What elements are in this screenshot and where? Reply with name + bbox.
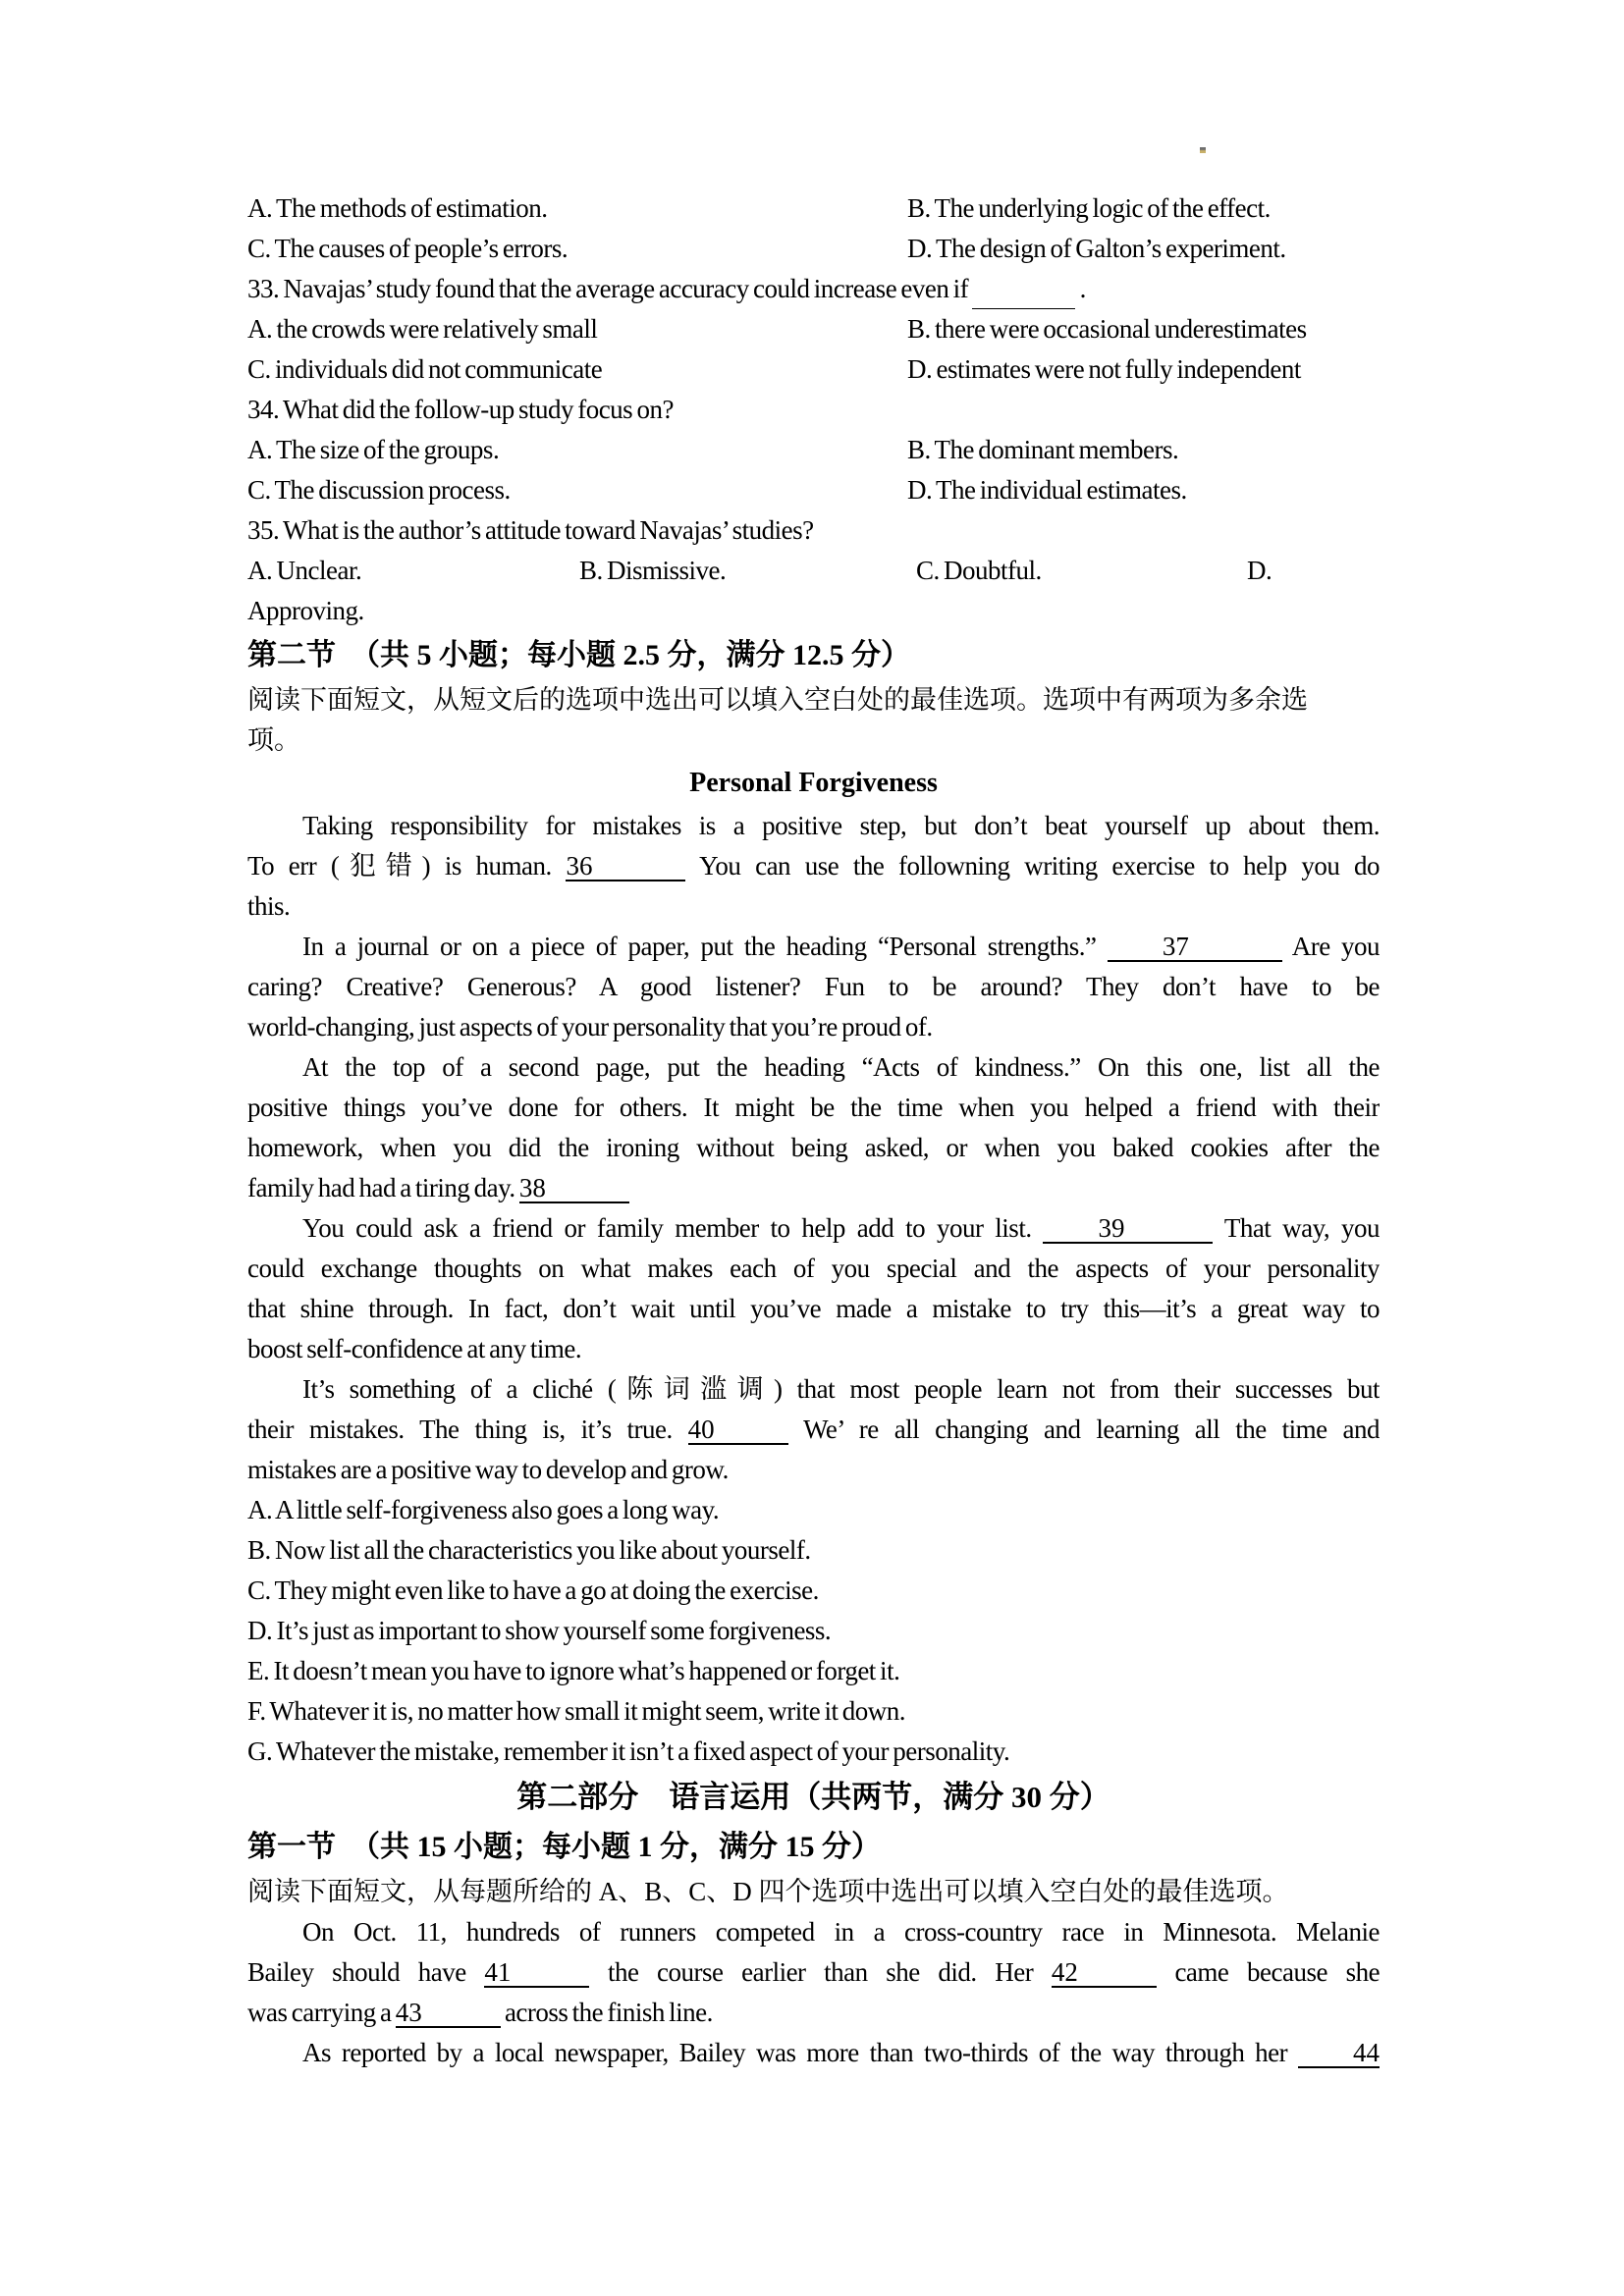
option-item: F. Whatever it is, no matter how small it might seem, write it down. <box>247 1696 905 1726</box>
option-item: C. Doubtful. <box>916 556 1042 585</box>
blank-line <box>396 2000 501 2028</box>
blank-line <box>566 853 685 881</box>
section-header: 第一节 （共 15 小题；每小题 1 分，满分 15 分） <box>247 1831 881 1863</box>
text-segment: You can use the followning writing exercise to help you do <box>699 851 1380 881</box>
paragraph-line: positive things you’ve done for others. It might be the time when you helped a friend with their <box>247 1093 1380 1122</box>
paragraph-line <box>247 927 1380 967</box>
content-area <box>247 188 1380 2073</box>
option-item: E. It doesn’t mean you have to ignore what’s happened or forget it. <box>247 1656 900 1685</box>
blank-number: 43 <box>395 1998 422 2027</box>
stray-mark <box>1200 147 1206 153</box>
blank-number: 38 <box>518 1173 546 1202</box>
passage-title: Personal Forgiveness <box>689 768 938 798</box>
text-segment: To err (犯错) is human. <box>247 851 552 881</box>
option-row <box>247 309 1380 349</box>
option-row <box>247 229 1380 269</box>
blank-line <box>1108 934 1282 962</box>
blank-line <box>484 1959 589 1988</box>
text-segment: We’ re all changing and learning all the time and <box>803 1415 1380 1444</box>
blank-number: 41 <box>484 1957 512 1987</box>
paragraph-line <box>247 1952 1380 1993</box>
paragraph-line: caring? Creative? Generous? A good listener? Fun to be around? They don’t have to be <box>247 972 1380 1001</box>
option-item: C. They might even like to have a go at doing the exercise. <box>247 1575 819 1605</box>
paragraph-line: Taking responsibility for mistakes is a positive step, but don’t beat yourself up about them. <box>302 811 1380 840</box>
option-item: A. Unclear. <box>247 556 362 585</box>
text-segment: That way, you <box>1223 1213 1380 1243</box>
option-item: D. <box>1247 556 1272 585</box>
instructions-line: 阅读下面短文，从短文后的选项中选出可以填入空白处的最佳选项。选项中有两项为多余选 <box>247 685 1308 715</box>
paragraph-line: world-changing, just aspects of your personality that you’re proud of. <box>247 1012 933 1041</box>
paragraph-line <box>247 1168 1380 1208</box>
option-item: A. The size of the groups. <box>247 435 500 464</box>
option-item: C. The causes of people’s errors. <box>247 234 568 263</box>
blank-line <box>1298 2040 1380 2068</box>
option-item: D. The individual estimates. <box>907 475 1187 505</box>
text-segment: In a journal or on a piece of paper, put the heading “Personal strengths.” <box>302 932 1097 961</box>
text-segment: their mistakes. The thing is, it’s true. <box>247 1415 673 1444</box>
part-header: 第二部分 语言运用（共两节，满分 30 分） <box>516 1780 1110 1814</box>
paragraph-line: mistakes are a positive way to develop and grow. <box>247 1455 729 1484</box>
blank-number: 40 <box>687 1415 715 1444</box>
option-overflow: Approving. <box>247 596 364 625</box>
paragraph-line: At the top of a second page, put the heading “Acts of kindness.” On this one, list all the <box>302 1052 1380 1082</box>
option-row <box>247 188 1380 229</box>
option-item: B. The dominant members. <box>907 435 1179 464</box>
option-item: D. estimates were not fully independent <box>907 354 1301 384</box>
paragraph-line <box>247 846 1380 886</box>
question-text: . <box>1079 274 1086 303</box>
blank-line <box>972 276 1075 309</box>
text-segment: family had had a tiring day. <box>247 1173 515 1202</box>
instructions-line: 项。 <box>247 725 300 755</box>
paragraph-line: boost self-confidence at any time. <box>247 1334 582 1363</box>
paragraph-line: It’s something of a cliché (陈词滥调) that most people learn not from their successes but <box>302 1374 1380 1404</box>
question-stem <box>247 269 1380 309</box>
option-item: D. It’s just as important to show yourself some forgiveness. <box>247 1616 832 1645</box>
text-segment: across the finish line. <box>504 1998 713 2027</box>
blank-number: 39 <box>1098 1213 1125 1243</box>
question-text: 33. Navajas’ study found that the average accuracy could increase even if <box>247 274 969 303</box>
option-item: B. there were occasional underestimates <box>907 314 1307 344</box>
paragraph-line: could exchange thoughts on what makes each of you special and the aspects of your personality <box>247 1254 1380 1283</box>
option-row <box>247 349 1380 390</box>
option-item: B. Now list all the characteristics you like about yourself. <box>247 1535 811 1565</box>
paragraph-line <box>247 2033 1380 2073</box>
blank-line <box>688 1416 788 1445</box>
text-segment: the course earlier than she did. Her <box>607 1957 1034 1987</box>
blank-number: 44 <box>1353 2038 1380 2067</box>
blank-line <box>1043 1215 1213 1244</box>
text-segment: As reported by a local newspaper, Bailey was more than two-thirds of the way through her <box>302 2038 1288 2067</box>
option-item: A. The methods of estimation. <box>247 193 548 223</box>
text-segment: You could ask a friend or family member to help add to your list. <box>302 1213 1032 1243</box>
blank-number: 37 <box>1162 932 1189 961</box>
question-stem: 34. What did the follow-up study focus on? <box>247 395 674 424</box>
question-stem: 35. What is the author’s attitude toward Navajas’ studies? <box>247 515 814 545</box>
option-row <box>247 470 1380 510</box>
option-item: A. A little self-forgiveness also goes a long way. <box>247 1495 720 1524</box>
blank-number: 36 <box>566 851 593 881</box>
text-segment: was carrying a <box>247 1998 392 2027</box>
text-segment: came because she <box>1174 1957 1380 1987</box>
paragraph-line <box>247 1410 1380 1450</box>
option-item: D. The design of Galton’s experiment. <box>907 234 1286 263</box>
blank-number: 42 <box>1051 1957 1078 1987</box>
option-row <box>247 430 1380 470</box>
blank-line <box>519 1175 629 1203</box>
option-item: C. The discussion process. <box>247 475 511 505</box>
paragraph-line <box>247 1993 1380 2033</box>
paragraph-line: homework, when you did the ironing without being asked, or when you baked cookies after the <box>247 1133 1380 1162</box>
instructions-line: 阅读下面短文，从每题所给的 A、B、C、D 四个选项中选出可以填入空白处的最佳选项。 <box>247 1877 1289 1906</box>
option-row <box>247 551 1380 591</box>
option-item: G. Whatever the mistake, remember it isn’t a fixed aspect of your personality. <box>247 1736 1010 1766</box>
section-header: 第二节 （共 5 小题；每小题 2.5 分，满分 12.5 分） <box>247 639 910 671</box>
option-item: A. the crowds were relatively small <box>247 314 598 344</box>
option-item: C. individuals did not communicate <box>247 354 603 384</box>
paragraph-line <box>247 1208 1380 1249</box>
paragraph-line: this. <box>247 891 291 921</box>
option-item: B. The underlying logic of the effect. <box>907 193 1271 223</box>
blank-line <box>1052 1959 1157 1988</box>
text-segment: Are you <box>1291 932 1380 961</box>
text-segment: Bailey should have <box>247 1957 466 1987</box>
paragraph-line: On Oct. 11, hundreds of runners competed in a cross-country race in Minnesota. Melanie <box>302 1917 1380 1947</box>
paragraph-line: that shine through. In fact, don’t wait until you’ve made a mistake to try this—it’s a great way to <box>247 1294 1380 1323</box>
option-item: B. Dismissive. <box>579 556 727 585</box>
